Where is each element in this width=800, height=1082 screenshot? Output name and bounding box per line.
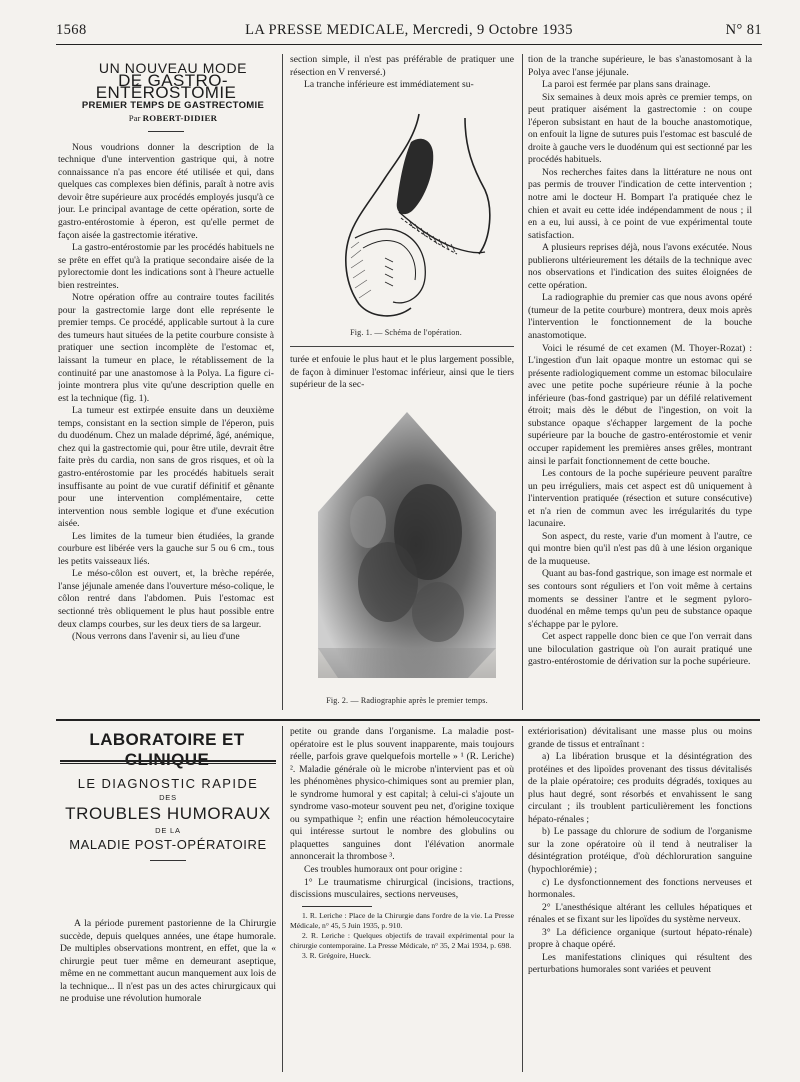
footnote: 1. R. Leriche : Place de la Chirurgie dans l'ordre de la vie. La Presse Médicale, n° 45, 5 Juin 1935, p. 910. — [290, 910, 514, 930]
paragraph: extériorisation) dévitalisant une masse plus ou moins grande de tissus et entraînant : — [528, 726, 752, 750]
section-rule — [60, 760, 276, 762]
paragraph: (Nous verrons dans l'avenir si, au lieu d'une — [72, 631, 240, 643]
article2-footnotes — [290, 911, 514, 961]
byline-prefix: Par — [128, 113, 141, 124]
paragraph: Nos recherches faites dans la littérature ne nous ont pas permis de trouver l'indication de cette intervention ; notre ami le docteur H. Bompart l'a pratiquée chez le chien et avait eu cette idée indépendamment de nous ; il en a eu, lui aussi, à ce point de vue expérimental toute satisfaction. — [528, 166, 752, 241]
footnote: 2. R. Leriche : Quelques objectifs de travail expérimental pour la chirurgie contemporaine. La Presse Médicale, n° 35, 2 Mai 1934, p. 698. — [290, 930, 514, 950]
article2-column1 — [60, 918, 276, 1068]
article2-column3-text — [528, 726, 752, 977]
running-head — [56, 22, 762, 44]
footnote: 3. R. Grégoire, Hueck. — [302, 950, 371, 960]
paragraph: Son aspect, du reste, varie d'un moment à l'autre, ce qui montre bien qu'il n'est pas dû à une lésion organique de la muqueuse. — [528, 530, 752, 567]
paragraph: Les limites de la tumeur bien étudiées, la grande courbure est libérée vers la gauche sur 5 ou 6 cm., tous les petits vaisseaux liés. — [58, 530, 274, 567]
column-rule — [282, 726, 283, 1072]
section-rule-thin — [60, 763, 276, 764]
paragraph: 2° L'anesthésique altérant les cellules hépatiques et rénales et se fixant sur les lipoïdes du système nerveux. — [528, 901, 752, 926]
paragraph: Voici le résumé de cet examen (M. Thoyer-Rozat) : L'ingestion d'un lait opaque montre un estomac qui se présente radiologiquement comme un estomac biloculaire avec une petite poche supérieure réunie à la poche inférieure (bas-fond gastrique) par un défilé relativement étroit; mais dès le début de l'ingestion, on voit la substance opaque s'échapper largement de la poche supérieure par la bouche de gastro-entérostomie et venir occuper rapidement les premières anses grêles, montrant ainsi le parfait fonctionnement de cette bouche. — [528, 342, 752, 467]
header-rule — [56, 44, 762, 45]
footnote-rule — [302, 906, 372, 907]
paragraph: tion de la tranche supérieure, le bas s'anastomosant à la Polya avec l'anse jéjunale. — [528, 54, 752, 78]
figure1-caption: Fig. 1. — Schéma de l'opération. — [350, 328, 462, 337]
paragraph: Quant au bas-fond gastrique, son image est normale et ses contours sont réguliers et l'on voit même à certains moments se dessiner l'antre et le segment pyloro-duodénal en même temps qu'un peu de substance opaque s'échappe par le pylore. — [528, 568, 752, 630]
title-short-rule — [148, 131, 184, 132]
paragraph: 3° La déficience organique (surtout hépato-rénale) propre à chaque opéré. — [528, 926, 752, 951]
article1-column2-mid-text — [290, 354, 514, 392]
paragraph: A plusieurs reprises déjà, nous l'avons exécutée. Nous publierons ultérieurement les détails de la technique avec nos observations et l'indication des suites éloignées de cette opération. — [528, 242, 752, 291]
article2-column2 — [290, 726, 514, 1072]
article1-byline — [58, 112, 274, 125]
paragraph: Les contours de la poche supérieure peuvent paraître un peu irréguliers, mais cet aspect est dû uniquement à l'intervention pratiquée (résection et suture consécutive) et n'a rien de commun avec les irrégularités du type lacunaire. — [528, 468, 752, 530]
article2-title-block — [60, 776, 276, 861]
article1-subtitle: PREMIER TEMPS DE GASTRECTOMIE — [81, 99, 265, 111]
article1-title-line2: DE GASTRO-ENTÉROSTOMIE — [95, 70, 237, 103]
article2-title-line2: DES — [159, 793, 177, 802]
article2-title-line5: MALADIE POST-OPÉRATOIRE — [69, 837, 267, 852]
paragraph: A la période purement pastorienne de la Chirurgie succède, depuis quelques années, une étape humorale. De multiples observations montrent, en effet, que la « chirurgie peut tuer même en demeurant aseptique, même en ne commettant aucun manquement aux lois de la technique... Il n'est pas un des actes chirurgicaux qui ne produise une révolution humorale — [60, 918, 276, 1005]
article1-column1 — [58, 62, 274, 710]
article1-column2-mid — [290, 354, 514, 394]
column-rule — [282, 54, 283, 710]
article1-author: ROBERT-DIDIER — [142, 113, 218, 124]
article1-column2-top-text — [290, 54, 514, 92]
paragraph: Ces troubles humoraux ont pour origine : — [304, 864, 463, 876]
article2-title-line3: TROUBLES HUMORAUX — [65, 804, 271, 823]
article2-title-line1: LE DIAGNOSTIC RAPIDE — [77, 776, 259, 791]
paragraph: La gastro-entérostomie par les procédés habituels ne se prête en effet qu'à la pratique secondaire aisée de la pylorectomie dont les indications sont à l'heure actuelle bien restreintes. — [58, 242, 274, 291]
paragraph: La paroi est fermée par plans sans drainage. — [542, 79, 711, 91]
article2-column3 — [528, 726, 752, 1072]
paragraph: La radiographie du premier cas que nous avons opéré (tumeur de la petite courbure) montrera, deux mois après l'intervention le fonctionnement de la bouche anastomotique. — [528, 292, 752, 342]
article2-column1-text — [60, 918, 276, 1006]
article1-title-line1: UN NOUVEAU MODE — [98, 62, 248, 76]
journal-title: LA PRESSE MEDICALE, Mercredi, 9 Octobre 1935 — [245, 22, 573, 38]
article2-short-rule — [150, 860, 186, 861]
paragraph: Notre opération offre au contraire toutes facilités pour la gastrectomie large dont elle représente le premier temps. Ce procédé, applicable surtout à la cure des tumeurs haut situées de la petite courbure consiste à pratiquer une section incomplète de l'estomac et, laissant la tumeur en place, le rétablissement de la continuité par une anastomose à la Polya. La figure ci-jointe montrera plus vite qu'une description quelle en est la technique (fig. 1). — [58, 292, 274, 404]
paragraph: Six semaines à deux mois après ce premier temps, on peut pratiquer aisément la gastrectomie : on coupe l'éperon subsistant en haut de la bouche anastomotique, on enfouit la ligne de sutures puis l'estomac est basculé de droite à gauche vers le duodénum qui est sectionné par les procédés habituels. — [528, 91, 752, 166]
paragraph: Cet aspect rappelle donc bien ce que l'on verrait dans une biloculation gastrique où l'on aurait pratiqué une gastro-entérostomie de dérivation sur la poche supérieure. — [528, 631, 752, 668]
article1-column3-text — [528, 54, 752, 669]
paragraph: turée et enfouie le plus haut et le plus largement possible, de façon à diminuer l'estomac inférieur, ainsi que le tiers supérieur de la sec- — [290, 354, 514, 391]
paragraph: La tranche inférieure est immédiatement su- — [304, 79, 474, 91]
column-rule — [522, 54, 523, 710]
paragraph: Nous voudrions donner la description de la technique d'une intervention gastrique qui, à notre connaissance n'a pas encore été utilisée et qui, dans quelques cas complexes bien définis, paraît à notre avis devoir être supérieure aux procédés employés jusqu'à ce jour. Le principal avantage de cette opération, sorte de gastro-entérostomie à éperon, est qu'elle permet de façon aisée la gastrectomie itérative. — [58, 141, 274, 241]
paragraph: Le méso-côlon est ouvert, et, la brèche repérée, l'anse jéjunale amenée dans l'ouverture méso-colique, le côlon rentré dans l'abdomen. Puis l'estomac est sectionné très obliquement le plus haut possible entre deux clamps courbes, sur les deux tiers de sa largeur. — [58, 568, 274, 630]
section-title: LABORATOIRE ET CLINIQUE — [89, 730, 245, 769]
figure2-caption: Fig. 2. — Radiographie après le premier temps. — [326, 696, 488, 705]
paragraph: a) La libération brusque et la désintégration des protéines et des lipoïdes provenant des tissus dévitalisés de la plaie opératoire; ces produits dégradés, toxiques au plus haut degré, sont résorbés et envahissent le sang circulant ; ils troublent particulièrement les fonctions hépato-rénales ; — [528, 751, 752, 825]
paragraph: b) Le passage du chlorure de sodium de l'organisme sur la zone opératoire où il tend à neutraliser la désintégration protéique, d'où déchloruration sanguine (hypochlorémie) ; — [528, 826, 752, 876]
issue-number: N° 81 — [725, 22, 762, 38]
column-rule — [522, 726, 523, 1072]
paragraph: Les manifestations cliniques qui résultent des perturbations humorales sont variées et peuvent — [528, 951, 752, 976]
figure2-radiograph — [318, 412, 496, 678]
paragraph: La tumeur est extirpée ensuite dans un deuxième temps, consistant en la section simple de l'éperon, puis du duodénum. Chez un malade déprimé, âgé, anémique, chez qui la gastrectomie qui, pour être utile, devrait être faite près du cardia, non sans de gros risques, et où la gastro-entérostomie par les procédés habituels serait insuffisante au point de vue curatif définitif et gênante pour une intervention complémentaire, cette intervention nous semble logique et d'une exécution aisée. — [58, 405, 274, 530]
paragraph: c) Le dysfonctionnement des fonctions nerveuses et hormonales. — [528, 876, 752, 901]
article1-column2-top — [290, 54, 514, 94]
article2-column2-text — [290, 726, 514, 902]
article2-title-line4: DE LA — [155, 826, 181, 835]
section-divider — [56, 719, 760, 721]
article1-column1-body — [58, 142, 274, 644]
operation-schema-illustration — [315, 108, 497, 322]
radiograph-image — [318, 412, 496, 678]
article1-title-block — [58, 62, 274, 132]
figure1-rule — [290, 346, 514, 347]
paragraph: petite ou grande dans l'organisme. La maladie post-opératoire est le plus souvent inapparente, mais toujours réelle, parfois grave quelquefois mortelle » ¹ (R. Leriche) ². Maladie générale où le microbe n'intervient pas et où les phénomènes physico-chimiques sont au premier plan, le syndrome humoral y est capital; à celui-ci s'ajoute un syndrome vaso-moteur souvent peu net, d'origine toxique ou sympathique ²; enfin une réaction hémoleucocytaire qui intéresse surtout le nombre des globulins ou plaquettes sanguines dont l'élévation anormale annoncerait la thrombose ³. — [290, 726, 514, 863]
paragraph: 1° Le traumatisme chirurgical (incisions, tractions, discissions musculaires, sections nerveuses, — [290, 876, 514, 901]
page-number: 1568 — [56, 22, 87, 38]
paragraph: section simple, il n'est pas préférable de pratiquer une résection en V renversé.) — [290, 54, 514, 78]
article1-column3 — [528, 54, 752, 710]
figure1-diagram — [315, 108, 497, 322]
